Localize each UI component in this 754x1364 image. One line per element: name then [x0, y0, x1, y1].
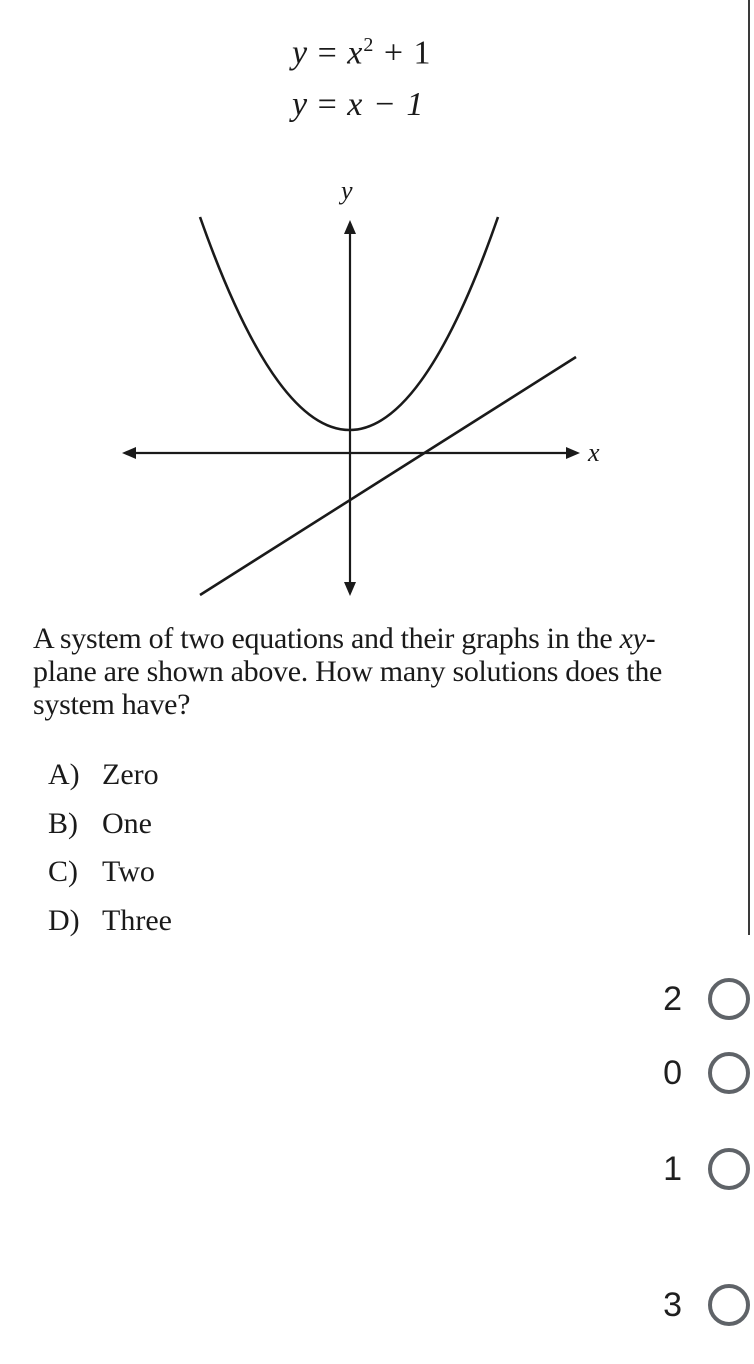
answer-option-0[interactable] — [663, 1046, 750, 1100]
choice-letter: D) — [48, 904, 80, 937]
equation-parabola: $y = x^2 + 1$ — [292, 34, 432, 72]
equation-rhs: x − 1 — [347, 86, 425, 123]
x-axis-left-arrow — [122, 447, 136, 459]
radio-button-icon[interactable] — [708, 1284, 750, 1326]
equation-lhs: y — [292, 86, 309, 123]
system-graph — [110, 165, 630, 605]
choice-text: Three — [102, 904, 172, 937]
choice-letter: A) — [48, 758, 80, 791]
choice-a — [48, 758, 159, 792]
y-axis-up-arrow — [344, 220, 356, 234]
choice-text: Two — [102, 855, 155, 888]
choice-c — [48, 855, 155, 889]
equation-base: x — [347, 34, 364, 72]
answer-option-3[interactable] — [663, 1278, 750, 1332]
answer-option-2[interactable] — [663, 972, 750, 1026]
choice-text: Zero — [102, 758, 159, 791]
answer-option-label: 2 — [663, 979, 682, 1018]
page-edge-divider — [748, 0, 750, 935]
y-axis-label: y — [341, 176, 353, 205]
choice-b — [48, 807, 152, 841]
radio-button-icon[interactable] — [708, 1052, 750, 1094]
answer-option-label: 3 — [663, 1285, 682, 1324]
choice-letter: C) — [48, 855, 78, 888]
x-axis-right-arrow — [566, 447, 580, 459]
line-graph — [200, 357, 576, 595]
equation-lhs: y — [292, 34, 309, 72]
choice-text: One — [102, 807, 152, 840]
choice-letter: B) — [48, 807, 78, 840]
y-axis-down-arrow — [344, 582, 356, 596]
choice-d — [48, 904, 172, 938]
question-text: A system of two equations and their graphs in the xy-plane are shown above. How many solutions does the system have? — [33, 622, 663, 721]
equation-exponent: 2 — [363, 34, 375, 56]
x-axis-label: x — [588, 438, 600, 467]
radio-button-icon[interactable] — [708, 978, 750, 1020]
radio-button-icon[interactable] — [708, 1148, 750, 1190]
equation-tail: + 1 — [383, 34, 432, 72]
answer-option-label: 1 — [663, 1149, 682, 1188]
answer-option-label: 0 — [663, 1053, 682, 1092]
equation-line: y = x − 1 — [292, 86, 425, 123]
answer-option-1[interactable] — [663, 1142, 750, 1196]
